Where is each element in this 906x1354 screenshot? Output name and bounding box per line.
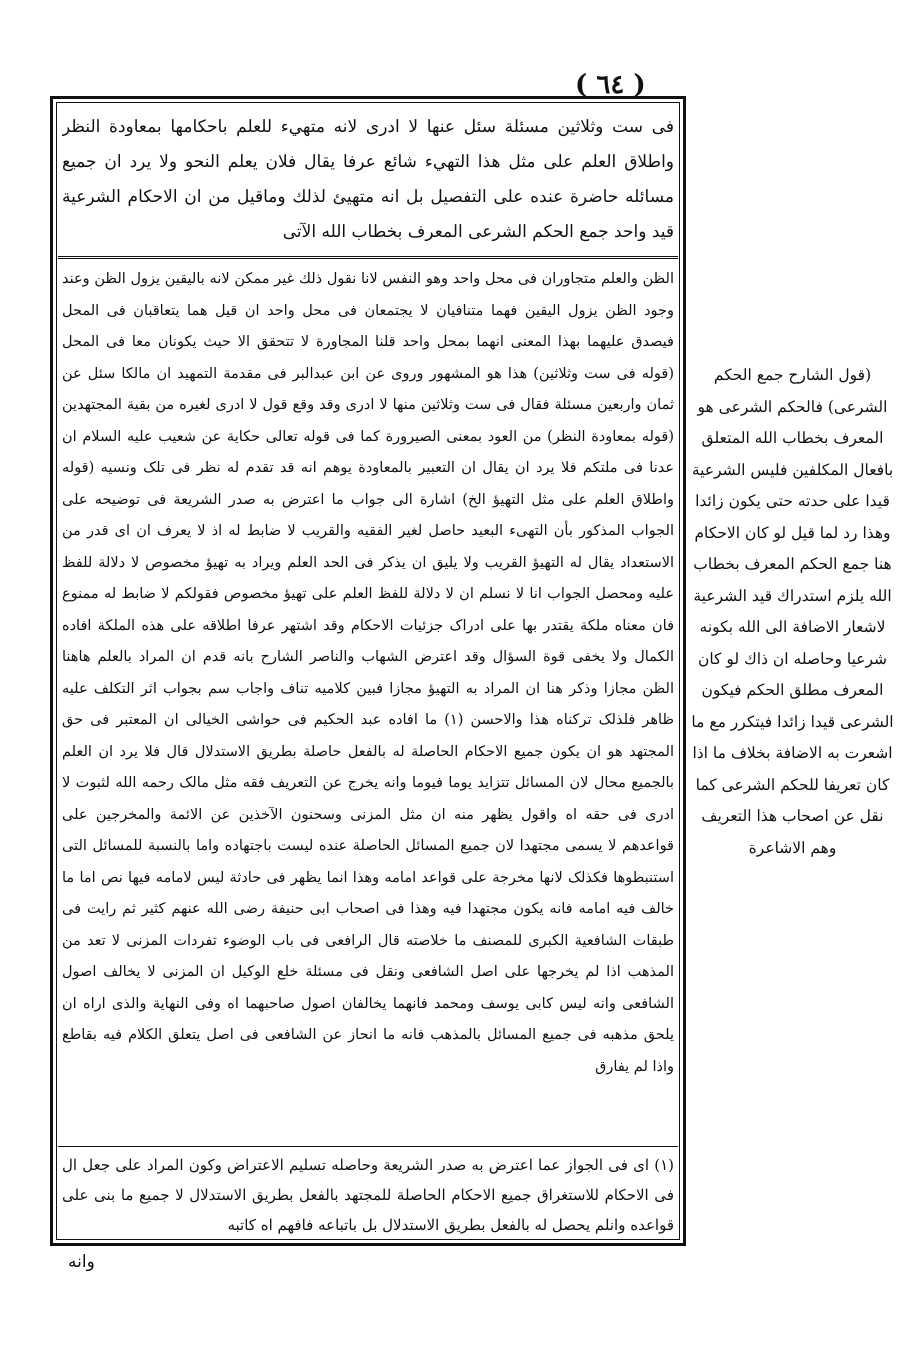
main-text: فى ست وثلاثين مسئلة سئل عنها لا ادرى لانه متهيء للعلم باحكامها بمعاودة النظر واطلاق العلم على مثل هذا التهيء شائع عرفا يقال فلان يعلم النحو ولا يرد ان جميع مسائله حاضرة عنده على التفصيل بل انه متهيئ لذلك وماقيل من ان الاحكام الشرعية قيد واحد جمع الحكم الشرعى المعرف بخطاب الله الآتى — [62, 117, 674, 242]
margin-note — [690, 360, 895, 960]
page-number: ( ٦٤ ) — [575, 70, 646, 100]
catchword: وانه — [68, 1252, 95, 1272]
main-text-block — [62, 110, 674, 252]
footnote-block — [62, 1150, 674, 1240]
footnote-text: (١) اى فى الجواز عما اعترض به صدر الشريعة وحاصله تسليم الاعتراض وكون المراد على جعل ال فى الاحكام للاستغراق جميع الاحكام الحاصلة للمجتهد بالفعل بطريق الاستدلال لا جميع ما بنى على قواعده وانلم يحصل له بالفعل بطريق الاستدلال بل باتباعه فافهم اه كاتبه — [62, 1156, 674, 1234]
main-text-divider — [58, 256, 678, 259]
footnote-divider — [58, 1146, 678, 1147]
commentary-block — [62, 264, 674, 1144]
commentary-text: الظن والعلم متجاوران فى محل واحد وهو النفس لانا نقول ذلك غير ممكن لانه بالیقین یزول الظن وعند وجود الظن یزول الیقین فهما متنافیان لا یجتمعان فی محل واحد ان قیل هما یتعاقبان فی المحل فیصدق علیهما بهذا المعنی انهما بمحل واحد قلنا المجاورة لا تتحقق الا حیث یکونان معا فی المحل (قوله فی ست وثلاثین) هذا هو المشهور وروی عن ابن عبدالبر فی مقدمة التمهید ان مالکا سئل عن ثمان واربعین مسئلة فقال فی ست وثلاثین منها لا ادری وقد وقع قول لا ادری لغیره من بقیة المجتهدین (قوله بمعاودة النظر) من العود بمعنی الصیرورة کما فی قوله تعالی حکایة عن شعیب علیه السلام ان عدنا فی ملتکم فلا یرد ان یقال ان التعبیر بالمعاودة یوهم انه قد تقدم له نظر فی تلک ونسیه (قوله واطلاق العلم علی مثل التهیؤ الخ) اشارة الی جواب ما اعترض به صدر الشریعة فی توضیحه علی الجواب المذکور بأن التهیء البعید حاصل لغیر الفقیه والقریب لا ضابط له اذ لا یعرف ان ای قدر من الاستعداد یقال له التهیؤ القریب ولا یلیق ان یذکر فی الحد العلم ویراد به تهیؤ مخصوص لا دلالة للفظ علیه ومحصل الجواب انا لا نسلم ان لا دلالة للفظ العلم علی تهیؤ مخصوص فقولکم لا ضابط له ممنوع فان معناه ملکة یقتدر بها علی ادراک جزئیات الاحکام وقد اشتهر عرفا اطلاقه علی هذه الملکة افاده الکمال ولا یخفی قوة السؤال وقد اعترض الشهاب والناصر الشارح بانه قدم ان المراد بالعلم هاهنا الظن مجازا وذکر هنا ان المراد به التهیؤ مجازا فبین کلامیه تناف واجاب سم بجواب اثر التکلف علیه ظاهر فلذلک ترکناه هذا والاحسن (١) ما افاده عبد الحکیم فی حواشی الخیالی ان المعتبر فی حق المجتهد هو ان یکون جمیع الاحکام الحاصلة له بالفعل حاصلة بطریق الاستدلال قال فلا یرد ان العلم بالجمیع محال لان المسائل تتزاید یوما فیوما وانه یخرج عن التعریف فقه مثل مالک رحمه الله لثبوت لا ادری فی حقه اه واقول یظهر منه ان مثل المزنی وسحنون الآخذین عن الائمة والمخرجین علی قواعدهم لا یسمی مجتهدا لان جمیع المسائل الحاصلة عنده لیست باجتهاده واما بالنسبة للمسائل التی استنبطوها فکذلک لانها مخرجة علی قواعد امامه وهذا انما یظهر فی حادثة لیس لامامه فیها نص اما ما خالف فیه امامه فانه یکون مجتهدا فیه وهذا فی اصحاب ابی حنیفة رضی الله عنهم کثیر ثم رایت فی طبقات الشافعیة الکبری للمصنف ما خلاصته قال الرافعی فی باب الوضوء تفردات المزنی لا تعد من المذهب اذا لم یخرجها علی اصل الشافعی ونقل فی مسئلة خلع الوکیل ان المزنی لا یخالف اصول الشافعی وانه لیس کابی یوسف ومحمد فانهما یخالفان اصول صاحبهما اه وفی النهایة والذی اراه ان یلحق مذهبه فی جمیع المسائل بالمذهب فانه ما انحاز عن الشافعی فی اصل یتعلق الکلام فیه بقاطع واذا لم یفارق — [62, 271, 674, 1075]
margin-note-text: (قول الشارح جمع الحكم الشرعى) فالحكم الشرعى هو المعرف بخطاب الله المتعلق بافعال المكلفين فليس الشرعية قيدا على حدته حتى يكون زائدا وهذا رد لما قيل لو كان الاحكام هنا جمع الحكم المعرف بخطاب الله يلزم استدراك قيد الشرعية لاشعار الاضافة الى الله بكونه شرعيا وحاصله ان ذاك لو كان المعرف مطلق الحكم فيكون الشرعى قيدا زائدا فيتكرر مع ما اشعرت به الاضافة بخلاف ما اذا كان تعريفا للحكم الشرعى كما نقل عن اصحاب هذا التعريف وهم الاشاعرة — [691, 366, 894, 857]
